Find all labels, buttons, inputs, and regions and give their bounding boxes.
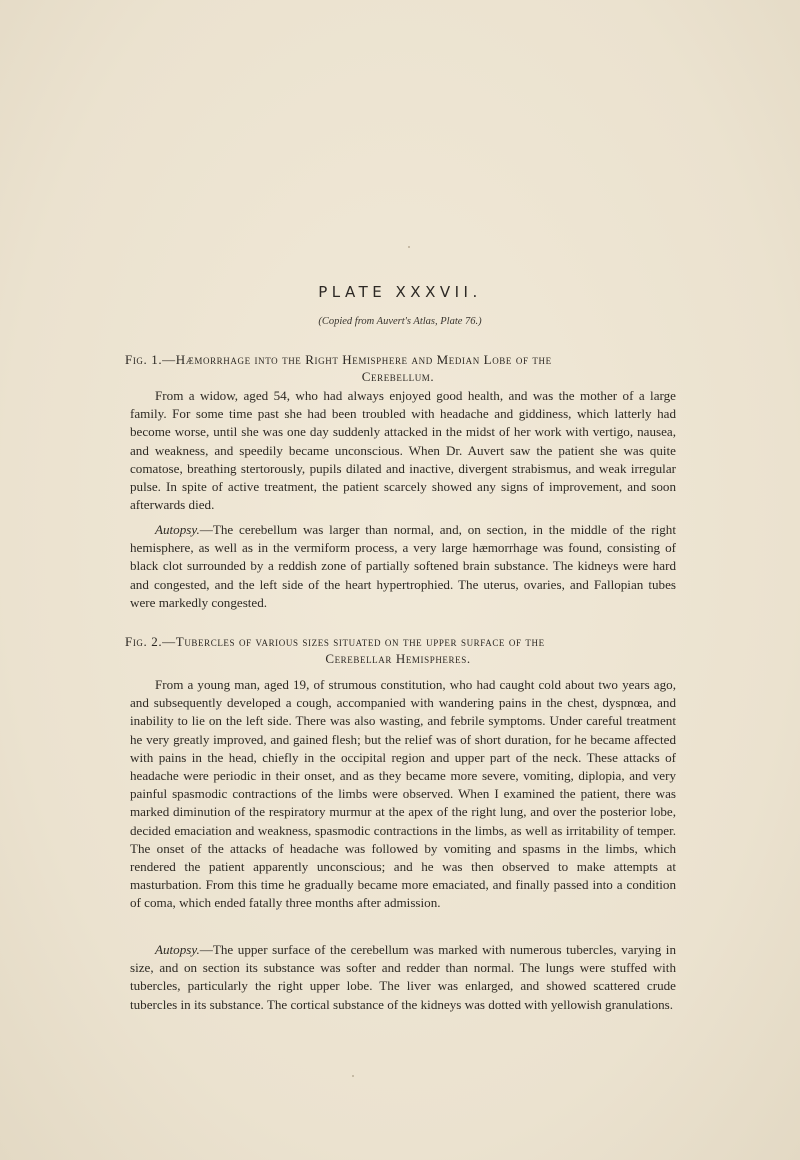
fig2-heading [125, 633, 671, 667]
fig1-autopsy-paragraph [130, 521, 676, 612]
plate-title: PLATE XXXVII. [318, 283, 482, 301]
fig1-heading-line1: Fig. 1.—Hæmorrhage into the Right Hemisphere and Median Lobe of the [125, 352, 552, 367]
fig2-autopsy-text: —The upper surface of the cerebellum was marked with numerous tubercles, varying in size, and on section its substance was softer and redder than normal. The lungs were stuffed with tubercles, particularly the right upper lobe. The liver was enlarged, and showed scattered crude tubercles in its substance. The cortical substance of the kidneys was dotted with yellowish granulations. [130, 942, 676, 1012]
fig2-heading-line1: Fig. 2.—Tubercles of various sizes situated on the upper surface of the [125, 634, 545, 649]
fig1-case-paragraph: From a widow, aged 54, who had always enjoyed good health, and was the mother of a large family. For some time past she had been troubled with headache and giddiness, which latterly had become worse, until she was one day suddenly attacked in the midst of her work with vertigo, nausea, and weakness, and speedily became unconscious. When Dr. Auvert saw the patient she was quite comatose, breathing stertorously, pupils dilated and inactive, divergent strabismus, and weak irregular pulse. In spite of active treatment, the patient scarcely showed any signs of improvement, and soon afterwards died. [130, 388, 676, 513]
paper-speck [352, 1075, 354, 1077]
fig1-autopsy-label: Autopsy. [155, 522, 200, 537]
fig1-heading-line2: Cerebellum. [361, 369, 435, 384]
fig2-heading-line2: Cerebellar Hemispheres. [325, 651, 471, 666]
fig1-heading [125, 351, 671, 385]
fig2-autopsy-paragraph [130, 941, 676, 1014]
paper-speck [408, 246, 410, 248]
fig2-case-paragraph: From a young man, aged 19, of strumous constitution, who had caught cold about two years ago, and subsequently developed a cough, accompanied with wandering pains in the chest, dyspnœa, and inability to lie on the left side. There was also wasting, and febrile symptoms. Under careful treatment he very greatly improved, and gained flesh; but the relief was of short duration, for he became affected with pains in the head, chiefly in the occipital region and upper part of the neck. These attacks of headache were periodic in their onset, and as they became more severe, vomiting, diplopia, and very painful spasmodic contractions of the limbs were observed. When I examined the patient, there was marked diminution of the respiratory murmur at the apex of the right lung, and over the posterior lobe, decided emaciation and weakness, spasmodic contractions in the limbs, as well as irritability of temper. The onset of the attacks of headache was followed by vomiting and spasms in the limbs, which rendered the patient apparently unconscious; and he was then observed to make attempts at masturbation. From this time he gradually became more emaciated, and finally passed into a condition of coma, which ended fatally three months after admission. [130, 677, 676, 911]
fig2-autopsy-label: Autopsy. [155, 942, 200, 957]
plate-subtitle: (Copied from Auvert's Atlas, Plate 76.) [318, 316, 482, 327]
fig1-autopsy-text: —The cerebellum was larger than normal, and, on section, in the middle of the right hemisphere, as well as in the vermiform process, a very large hæmorrhage was found, consisting of black clot surrounded by a reddish zone of partially softened brain substance. The kidneys were hard and congested, and the left side of the heart hypertrophied. The uterus, ovaries, and Fallopian tubes were markedly congested. [130, 522, 676, 610]
